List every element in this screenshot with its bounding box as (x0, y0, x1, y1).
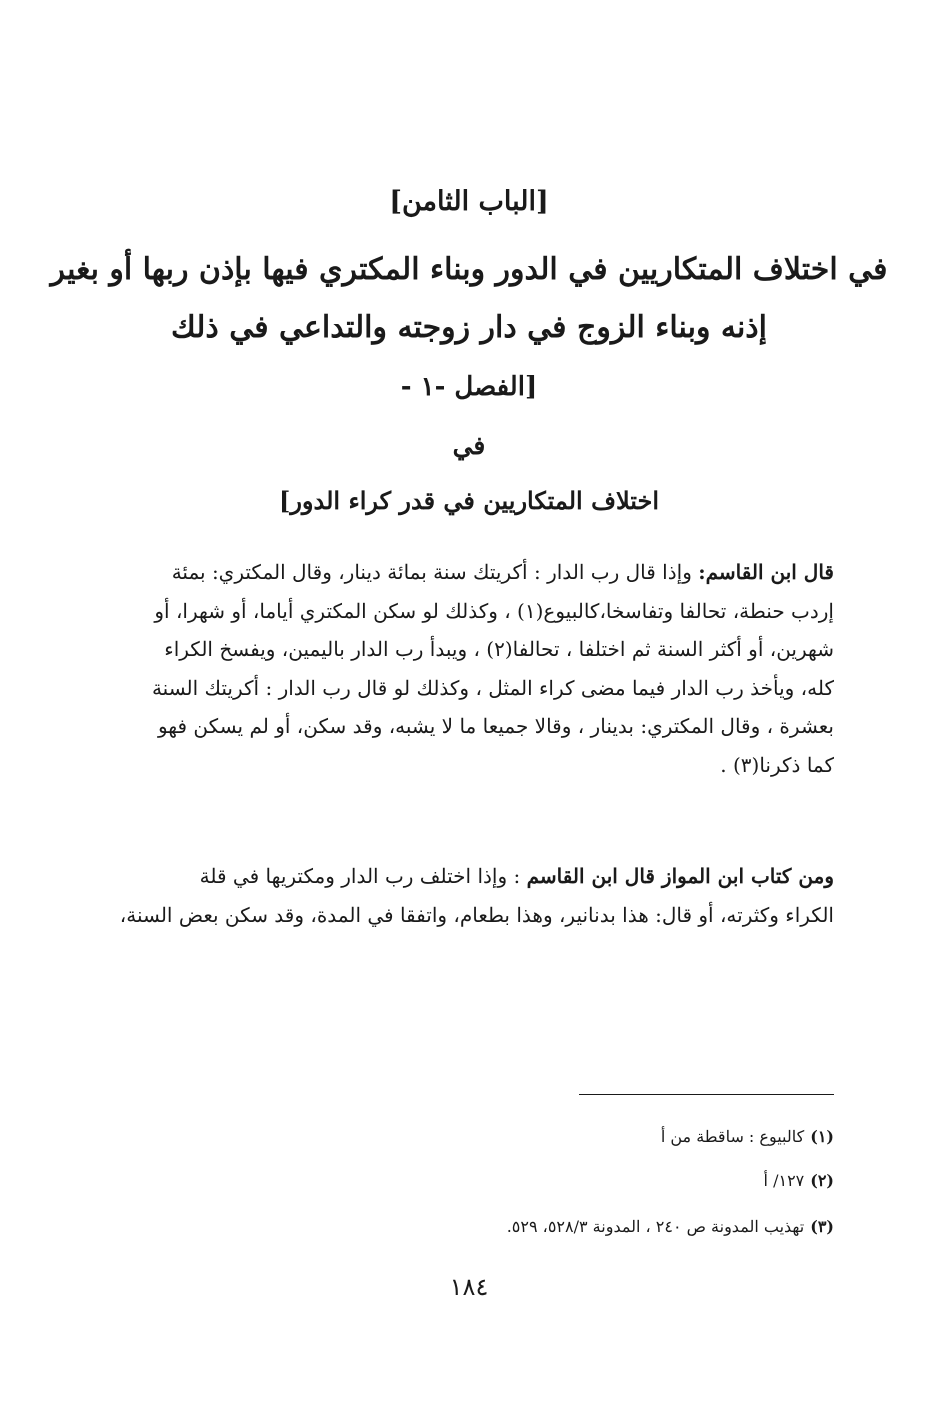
footnote-text: كالبيوع : ساقطة من أ (660, 1127, 805, 1146)
section-preposition: في (452, 431, 486, 460)
paragraph-2 (106, 857, 834, 934)
paragraph-1 (106, 553, 834, 784)
footnote-number: (١) (810, 1127, 834, 1146)
paragraph-1-line-3: شهرين، أو أكثر السنة ثم اختلفا ، تحالفا(٢) ، ويبدأ رب الدار باليمين، ويفسخ الكراء (164, 637, 834, 661)
paragraph-2-line-2: الكراء وكثرته، أو قال: هذا بدنانير، وهذا بطعام، واتفقا في المدة، وقد سكن بعض السنة، (119, 902, 834, 927)
footnote-3 (507, 1217, 834, 1236)
section-title: اختلاف المتكاريين في قدر كراء الدور] (278, 486, 660, 515)
paragraph-1-line-5: بعشرة ، وقال المكتري: بدينار ، وقالا جميعا ما لا يشبه، وقد سكن، أو لم يسكن فهو (157, 714, 834, 738)
paragraph-1-line-2: إردب حنطة، تحالفا وتفاسخا،كالبيوع(١) ، وكذلك لو سكن المكتري أياما، أو شهرا، أو (154, 598, 834, 623)
paragraph-2-lead: ومن كتاب ابن المواز قال ابن القاسم (526, 864, 834, 888)
footnote-divider (579, 1094, 834, 1095)
footnote-text: ١٢٧/ أ (763, 1171, 805, 1190)
page-number: ١٨٤ (449, 1273, 489, 1301)
section-label: [الفصل -١ - (400, 372, 538, 402)
footnote-number: (٣) (810, 1217, 834, 1236)
chapter-title-line-2: إذنه وبناء الزوج في دار زوجته والتداعي في ذلك (170, 310, 767, 345)
footnote-2 (764, 1171, 834, 1190)
paragraph-1-line-1: قال ابن القاسم: وإذا قال رب الدار : أكريتك سنة بمائة دينار، وقال المكتري: بمئة (171, 560, 834, 584)
paragraph-1-line-6: كما ذكرنا(٣) . (720, 752, 834, 777)
paragraph-1-line-4: كله، ويأخذ رب الدار فيما مضى كراء المثل ، وكذلك لو قال رب الدار : أكريتك السنة (151, 675, 834, 700)
footnote-number: (٢) (810, 1171, 834, 1190)
footnote-1 (661, 1127, 834, 1146)
footnote-text: تهذيب المدونة ص ٢٤٠ ، المدونة ٥٢٨/٣، ٥٢٩. (506, 1217, 805, 1236)
chapter-title-line-1: في اختلاف المتكاريين في الدور وبناء المكتري فيها بإذن ربها أو بغير (50, 252, 888, 287)
paragraph-1-lead: قال ابن القاسم: (698, 560, 834, 584)
chapter-label: [الباب الثامن] (389, 186, 549, 217)
paragraph-2-line-1: ومن كتاب ابن المواز قال ابن القاسم : وإذا اختلف رب الدار ومكتريها في قلة (199, 864, 834, 888)
